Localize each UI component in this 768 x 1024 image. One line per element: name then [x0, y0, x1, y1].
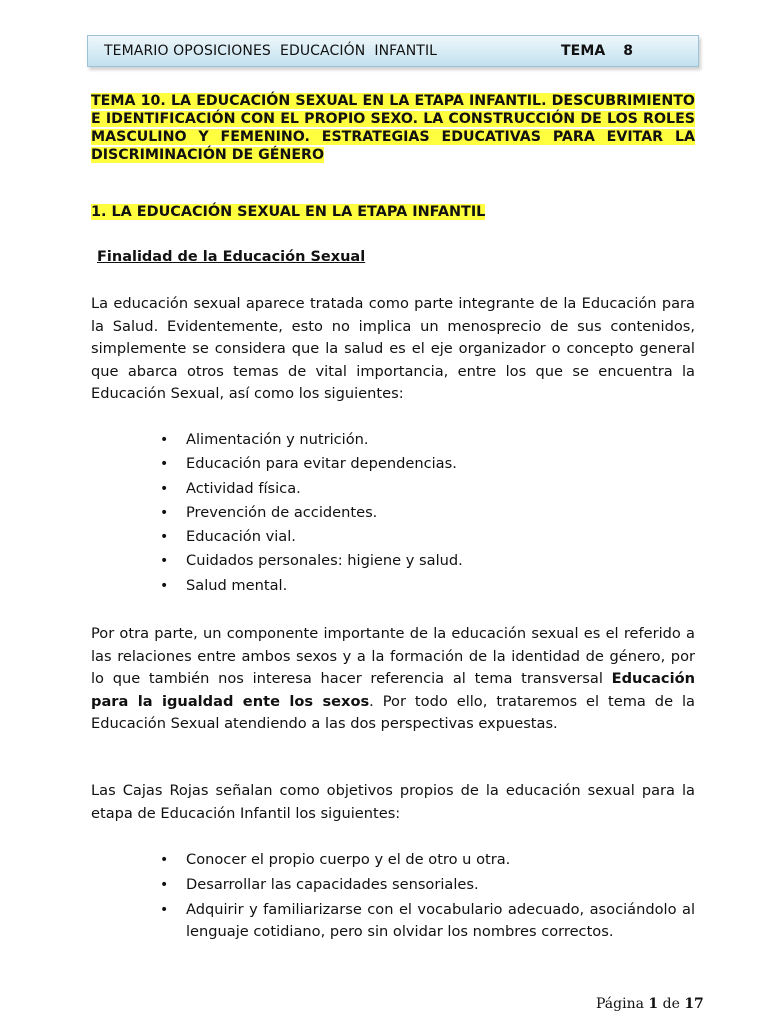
topic-title-text: TEMA 10. LA EDUCACIÓN SEXUAL EN LA ETAPA INFANTIL. DESCUBRIMIENTO E IDENTIFICACIÓN CON EL PROPIO SEXO. LA CONSTRUCCIÓN DE LOS ROLES MASCULINO Y FEMENINO. ESTRATEGIAS EDUCATIVAS PARA EVITAR LA DISCRIMINACIÓN DE GÉNERO: [91, 93, 695, 163]
subsection-title: Finalidad de la Educación Sexual: [97, 249, 366, 265]
list-item-text: Desarrollar las capacidades sensoriales.: [186, 875, 479, 893]
bullet-icon: •: [160, 577, 169, 594]
paragraph-gender-identity: [91, 623, 695, 736]
list-item: [158, 502, 695, 524]
list-item-text: Educación para evitar dependencias.: [186, 455, 457, 473]
list-item: [158, 899, 695, 944]
list-item: [158, 429, 695, 451]
bullet-icon: •: [160, 901, 169, 918]
topic-title: [91, 92, 695, 164]
list-item-text: Adquirir y familiarizarse con el vocabulario adecuado, asociándolo al lenguaje cotidiano, pero sin olvidar los nombres correctos.: [186, 900, 695, 941]
current-page: 1: [648, 996, 659, 1012]
list-item: [158, 874, 695, 897]
objectives-list: [158, 849, 695, 946]
list-item-text: Alimentación y nutrición.: [186, 431, 369, 448]
list-item-text: Conocer el propio cuerpo y el de otro u otra.: [186, 851, 511, 868]
total-pages: 17: [684, 996, 704, 1012]
bullet-icon: •: [160, 529, 169, 546]
paragraph-text: Por otra parte, un componente importante de la educación sexual es el referido a las relaciones entre ambos sexos y a la formación de la identidad de género, por lo que también nos interesa hacer referencia al tema transversal: [91, 625, 695, 687]
section-title-text: 1. LA EDUCACIÓN SEXUAL EN LA ETAPA INFANTIL: [91, 204, 486, 220]
list-item: [158, 453, 695, 475]
bullet-icon: •: [160, 480, 169, 497]
page-label: Página: [596, 996, 644, 1012]
bullet-icon: •: [160, 456, 169, 473]
paragraph-objectives-intro: Las Cajas Rojas señalan como objetivos propios de la educación sexual para la etapa de Educación Infantil los siguientes:: [91, 782, 695, 822]
list-item-text: Prevención de accidentes.: [186, 503, 378, 521]
section-title: [91, 204, 485, 220]
paragraph-intro: La educación sexual aparece tratada como parte integrante de la Educación para la Salud. Evidentemente, esto no implica un menosprecio de sus contenidos, simplemente se considera que la salud es el eje organizador o concepto general que abarca otros temas de vital importancia, entre los que se encuentra la Educación Sexual, así como los siguientes:: [91, 295, 695, 402]
health-topics-list: [158, 429, 695, 599]
bullet-icon: •: [160, 432, 169, 448]
list-item-text: Cuidados personales: higiene y salud.: [186, 552, 463, 570]
list-item-text: Salud mental.: [186, 576, 288, 594]
bullet-icon: •: [160, 504, 169, 521]
list-item-text: Actividad física.: [186, 479, 301, 497]
list-item: [158, 849, 695, 872]
bullet-icon: •: [160, 876, 169, 893]
list-item: [158, 526, 695, 548]
list-item: [158, 478, 695, 500]
header-course-title: TEMARIO OPOSICIONES EDUCACIÓN INFANTIL: [104, 43, 438, 59]
cross-curricular-topic: Educación para la igualdad ente los sexos: [91, 670, 695, 710]
page-number: [596, 996, 704, 1012]
page-of: de: [662, 996, 680, 1012]
list-item: [158, 575, 695, 597]
paragraph-text: . Por todo ello, trataremos el tema de la Educación Sexual atendiendo a las dos perspectivas expuestas.: [91, 692, 695, 732]
page-header: [87, 35, 699, 67]
bullet-icon: •: [160, 852, 169, 868]
header-topic-number: TEMA 8: [561, 43, 634, 59]
list-item: [158, 550, 695, 572]
bullet-icon: •: [160, 553, 169, 570]
list-item-text: Educación vial.: [186, 528, 296, 546]
